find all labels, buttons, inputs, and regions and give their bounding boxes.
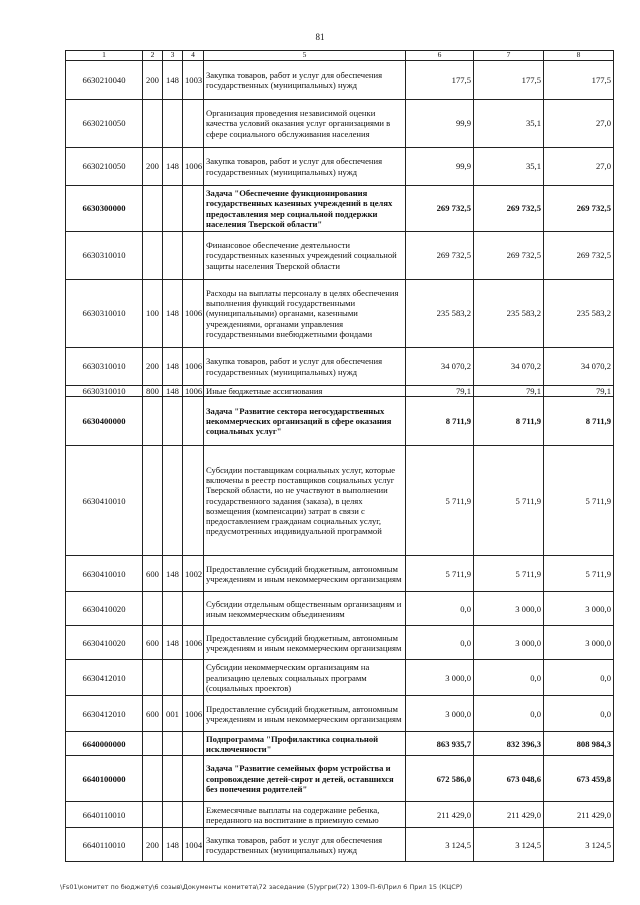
amount-col7-cell: 8 711,9 — [474, 397, 544, 446]
page-number: 81 — [315, 32, 325, 42]
section-code-cell — [183, 446, 204, 556]
expense-type-cell: 200 — [143, 828, 163, 862]
section-code-cell: 1003 — [183, 61, 204, 100]
expense-type-cell: 600 — [143, 556, 163, 592]
section-code-cell — [183, 397, 204, 446]
amount-col7-cell: 269 732,5 — [474, 232, 544, 280]
table-row — [66, 660, 614, 696]
table-row — [66, 828, 614, 862]
item-name-cell: Предоставление субсидий бюджетным, автономным учреждениям и иным некоммерческим организациям — [204, 556, 406, 592]
item-name-cell: Закупка товаров, работ и услуг для обеспечения государственных (муниципальных) нужд — [204, 828, 406, 862]
item-name-cell: Задача "Развитие семейных форм устройства и сопровождение детей-сирот и детей, оставшихся без попечения родителей" — [204, 756, 406, 802]
column-number-header-row — [66, 51, 614, 61]
amount-col6-cell: 34 070,2 — [406, 348, 474, 386]
ministry-code-cell: 148 — [163, 348, 183, 386]
item-name-cell: Организация проведения независимой оценки качества условий оказания услуг организациями в сфере социального обслуживания населения — [204, 100, 406, 148]
amount-col6-cell: 0,0 — [406, 592, 474, 626]
ministry-code-cell — [163, 756, 183, 802]
ministry-code-cell — [163, 592, 183, 626]
amount-col8-cell: 269 732,5 — [544, 186, 614, 232]
column-header: 8 — [544, 51, 614, 61]
item-name-cell: Финансовое обеспечение деятельности государственных казенных учреждений социальной защиты населения Тверской области — [204, 232, 406, 280]
amount-col6-cell: 211 429,0 — [406, 802, 474, 828]
table-row — [66, 280, 614, 348]
amount-col7-cell: 269 732,5 — [474, 186, 544, 232]
column-header: 3 — [163, 51, 183, 61]
amount-col6-cell: 5 711,9 — [406, 556, 474, 592]
ministry-code-cell: 148 — [163, 148, 183, 186]
table-row — [66, 732, 614, 756]
ministry-code-cell — [163, 397, 183, 446]
amount-col6-cell: 672 586,0 — [406, 756, 474, 802]
table-row — [66, 696, 614, 732]
ministry-code-cell: 148 — [163, 386, 183, 397]
amount-col7-cell: 0,0 — [474, 660, 544, 696]
table-row — [66, 61, 614, 100]
budget-code-cell: 6630310010 — [66, 232, 143, 280]
budget-code-cell: 6630410010 — [66, 446, 143, 556]
item-name-cell: Закупка товаров, работ и услуг для обеспечения государственных (муниципальных) нужд — [204, 61, 406, 100]
budget-code-cell: 6630210050 — [66, 148, 143, 186]
amount-col6-cell: 269 732,5 — [406, 232, 474, 280]
amount-col6-cell: 3 000,0 — [406, 660, 474, 696]
amount-col8-cell: 3 000,0 — [544, 592, 614, 626]
ministry-code-cell — [163, 660, 183, 696]
ministry-code-cell: 148 — [163, 626, 183, 660]
amount-col6-cell: 863 935,7 — [406, 732, 474, 756]
budget-code-cell: 6630400000 — [66, 397, 143, 446]
amount-col8-cell: 269 732,5 — [544, 232, 614, 280]
budget-code-cell: 6630300000 — [66, 186, 143, 232]
amount-col7-cell: 832 396,3 — [474, 732, 544, 756]
ministry-code-cell — [163, 232, 183, 280]
table-row — [66, 756, 614, 802]
budget-table — [65, 50, 614, 862]
amount-col7-cell: 3 124,5 — [474, 828, 544, 862]
expense-type-cell — [143, 732, 163, 756]
budget-code-cell: 6630412010 — [66, 696, 143, 732]
table-row — [66, 386, 614, 397]
expense-type-cell — [143, 446, 163, 556]
section-code-cell — [183, 660, 204, 696]
expense-type-cell — [143, 232, 163, 280]
expense-type-cell: 200 — [143, 148, 163, 186]
budget-code-cell: 6640110010 — [66, 828, 143, 862]
amount-col7-cell: 235 583,2 — [474, 280, 544, 348]
amount-col7-cell: 211 429,0 — [474, 802, 544, 828]
amount-col8-cell: 8 711,9 — [544, 397, 614, 446]
amount-col7-cell: 35,1 — [474, 148, 544, 186]
section-code-cell: 1006 — [183, 386, 204, 397]
budget-code-cell: 6630310010 — [66, 348, 143, 386]
amount-col8-cell: 3 000,0 — [544, 626, 614, 660]
section-code-cell — [183, 592, 204, 626]
item-name-cell: Задача "Развитие сектора негосударственных некоммерческих организаций в сфере оказания социальных услуг" — [204, 397, 406, 446]
item-name-cell: Субсидии некоммерческим организациям на реализацию целевых социальных программ (социальных проектов) — [204, 660, 406, 696]
amount-col7-cell: 5 711,9 — [474, 446, 544, 556]
budget-code-cell: 6630310010 — [66, 386, 143, 397]
amount-col7-cell: 177,5 — [474, 61, 544, 100]
amount-col8-cell: 673 459,8 — [544, 756, 614, 802]
amount-col8-cell: 0,0 — [544, 696, 614, 732]
section-code-cell — [183, 732, 204, 756]
amount-col8-cell: 211 429,0 — [544, 802, 614, 828]
column-header: 4 — [183, 51, 204, 61]
item-name-cell: Предоставление субсидий бюджетным, автономным учреждениям и иным некоммерческим организациям — [204, 626, 406, 660]
item-name-cell: Задача "Обеспечение функционирования государственных казенных учреждений в целях предоставления мер социальной поддержки населения Тверской области" — [204, 186, 406, 232]
column-header: 7 — [474, 51, 544, 61]
column-header: 1 — [66, 51, 143, 61]
section-code-cell: 1002 — [183, 556, 204, 592]
amount-col7-cell: 34 070,2 — [474, 348, 544, 386]
table-row — [66, 802, 614, 828]
table-row — [66, 186, 614, 232]
table-row — [66, 446, 614, 556]
item-name-cell: Закупка товаров, работ и услуг для обеспечения государственных (муниципальных) нужд — [204, 148, 406, 186]
table-row — [66, 148, 614, 186]
ministry-code-cell: 148 — [163, 828, 183, 862]
expense-type-cell — [143, 660, 163, 696]
amount-col8-cell: 235 583,2 — [544, 280, 614, 348]
amount-col6-cell: 99,9 — [406, 100, 474, 148]
item-name-cell: Подпрограмма "Профилактика социальной исключенности" — [204, 732, 406, 756]
item-name-cell: Предоставление субсидий бюджетным, автономным учреждениям и иным некоммерческим организациям — [204, 696, 406, 732]
amount-col6-cell: 5 711,9 — [406, 446, 474, 556]
amount-col7-cell: 79,1 — [474, 386, 544, 397]
ministry-code-cell — [163, 446, 183, 556]
ministry-code-cell — [163, 186, 183, 232]
table-row — [66, 397, 614, 446]
table-row — [66, 592, 614, 626]
expense-type-cell: 200 — [143, 348, 163, 386]
amount-col6-cell: 99,9 — [406, 148, 474, 186]
item-name-cell: Ежемесячные выплаты на содержание ребенка, переданного на воспитание в приемную семью — [204, 802, 406, 828]
budget-code-cell: 6630310010 — [66, 280, 143, 348]
budget-code-cell: 6630410020 — [66, 592, 143, 626]
amount-col8-cell: 27,0 — [544, 148, 614, 186]
amount-col6-cell: 177,5 — [406, 61, 474, 100]
budget-code-cell: 6640100000 — [66, 756, 143, 802]
item-name-cell: Субсидии поставщикам социальных услуг, которые включены в реестр поставщиков социальных услуг Тверской области, но не участвуют в выполнении государственного задания (заказа), в целях возмещения (компенсации) затрат в связи с предоставлением гражданам социальных услуг, предусмотренных индивидуальной программой — [204, 446, 406, 556]
section-code-cell — [183, 802, 204, 828]
amount-col7-cell: 3 000,0 — [474, 626, 544, 660]
amount-col6-cell: 0,0 — [406, 626, 474, 660]
table-row — [66, 556, 614, 592]
ministry-code-cell: 148 — [163, 61, 183, 100]
amount-col6-cell: 269 732,5 — [406, 186, 474, 232]
amount-col6-cell: 3 000,0 — [406, 696, 474, 732]
amount-col8-cell: 3 124,5 — [544, 828, 614, 862]
amount-col6-cell: 3 124,5 — [406, 828, 474, 862]
section-code-cell: 1006 — [183, 626, 204, 660]
amount-col8-cell: 34 070,2 — [544, 348, 614, 386]
amount-col8-cell: 177,5 — [544, 61, 614, 100]
amount-col8-cell: 0,0 — [544, 660, 614, 696]
amount-col7-cell: 0,0 — [474, 696, 544, 732]
ministry-code-cell — [163, 802, 183, 828]
budget-code-cell: 6630210040 — [66, 61, 143, 100]
ministry-code-cell — [163, 732, 183, 756]
amount-col8-cell: 79,1 — [544, 386, 614, 397]
amount-col6-cell: 79,1 — [406, 386, 474, 397]
column-header: 6 — [406, 51, 474, 61]
section-code-cell — [183, 232, 204, 280]
item-name-cell: Субсидии отдельным общественным организациям и иным некоммерческим объединениям — [204, 592, 406, 626]
expense-type-cell: 200 — [143, 61, 163, 100]
section-code-cell: 1006 — [183, 348, 204, 386]
amount-col8-cell: 27,0 — [544, 100, 614, 148]
expense-type-cell — [143, 397, 163, 446]
section-code-cell: 1006 — [183, 148, 204, 186]
amount-col6-cell: 8 711,9 — [406, 397, 474, 446]
expense-type-cell — [143, 100, 163, 148]
table-row — [66, 626, 614, 660]
budget-code-cell: 6630410010 — [66, 556, 143, 592]
table-row — [66, 100, 614, 148]
amount-col8-cell: 5 711,9 — [544, 446, 614, 556]
column-header: 5 — [204, 51, 406, 61]
ministry-code-cell — [163, 100, 183, 148]
file-path-footer: \Fs01\комитет по бюджету\6 созыв\Документы комитета\72 заседание (5)ургри(72) 1309-П-6\Прил 6 Прил 15 (КЦСР) — [60, 883, 463, 891]
section-code-cell: 1006 — [183, 280, 204, 348]
table-row — [66, 348, 614, 386]
amount-col7-cell: 5 711,9 — [474, 556, 544, 592]
column-header: 2 — [143, 51, 163, 61]
expense-type-cell: 100 — [143, 280, 163, 348]
amount-col7-cell: 673 048,6 — [474, 756, 544, 802]
section-code-cell: 1004 — [183, 828, 204, 862]
ministry-code-cell: 148 — [163, 280, 183, 348]
amount-col6-cell: 235 583,2 — [406, 280, 474, 348]
budget-code-cell: 6630412010 — [66, 660, 143, 696]
budget-code-cell: 6640000000 — [66, 732, 143, 756]
section-code-cell — [183, 186, 204, 232]
budget-code-cell: 6630210050 — [66, 100, 143, 148]
ministry-code-cell: 001 — [163, 696, 183, 732]
amount-col8-cell: 5 711,9 — [544, 556, 614, 592]
expense-type-cell: 600 — [143, 626, 163, 660]
expense-type-cell — [143, 802, 163, 828]
item-name-cell: Расходы на выплаты персоналу в целях обеспечения выполнения функций государственными (муниципальными) органами, казенными учреждениями, органами управления государственными внебюджетными фондами — [204, 280, 406, 348]
amount-col7-cell: 35,1 — [474, 100, 544, 148]
section-code-cell — [183, 100, 204, 148]
expense-type-cell — [143, 186, 163, 232]
expense-type-cell — [143, 756, 163, 802]
amount-col7-cell: 3 000,0 — [474, 592, 544, 626]
table-row — [66, 232, 614, 280]
item-name-cell: Закупка товаров, работ и услуг для обеспечения государственных (муниципальных) нужд — [204, 348, 406, 386]
budget-code-cell: 6630410020 — [66, 626, 143, 660]
expense-type-cell: 600 — [143, 696, 163, 732]
section-code-cell: 1006 — [183, 696, 204, 732]
item-name-cell: Иные бюджетные ассигнования — [204, 386, 406, 397]
budget-code-cell: 6640110010 — [66, 802, 143, 828]
amount-col8-cell: 808 984,3 — [544, 732, 614, 756]
expense-type-cell — [143, 592, 163, 626]
section-code-cell — [183, 756, 204, 802]
ministry-code-cell: 148 — [163, 556, 183, 592]
expense-type-cell: 800 — [143, 386, 163, 397]
